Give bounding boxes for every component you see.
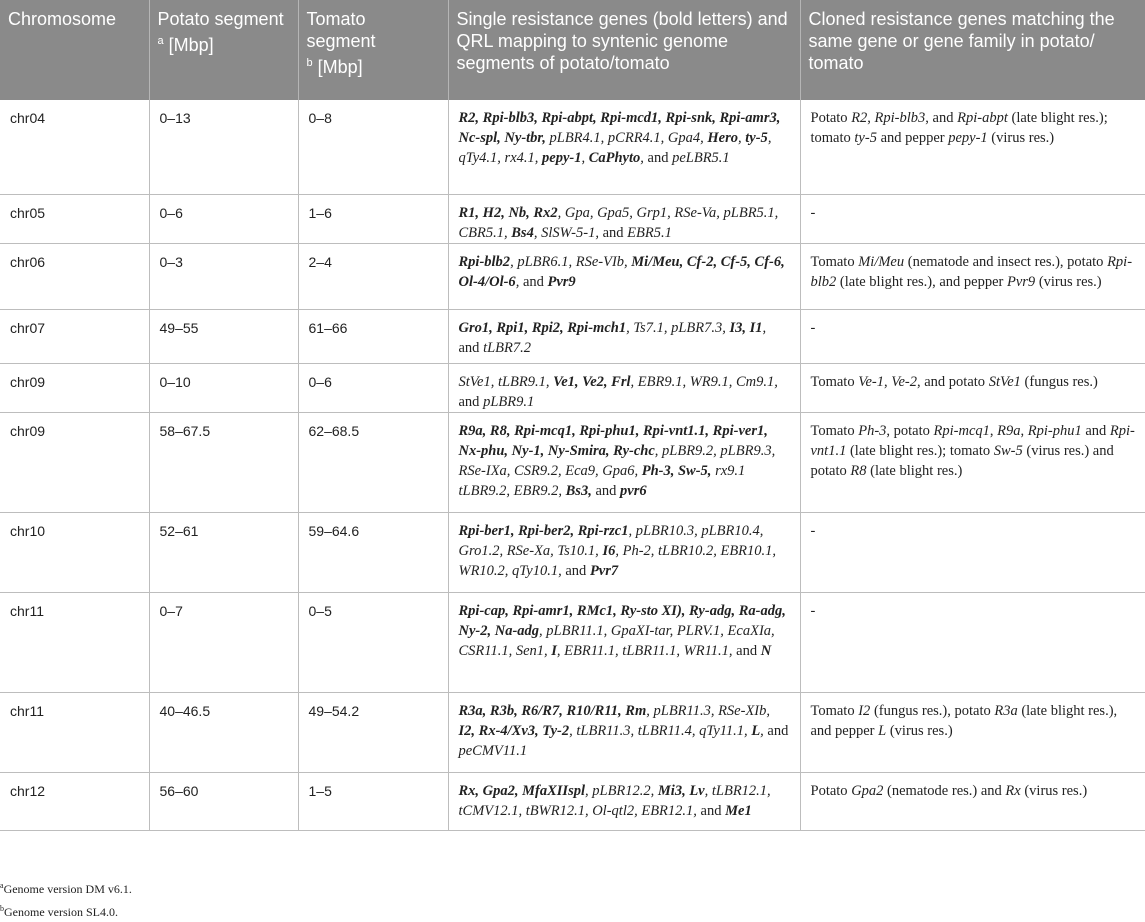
gene-text: , SlSW-5-1,	[533, 224, 603, 241]
cloned-text: Tomato	[810, 702, 859, 719]
gene-text: peCMV11.1	[458, 742, 528, 759]
table-row	[0, 363, 1145, 412]
cell-resistance-genes	[448, 243, 800, 309]
gene-text: , tLBR11.3, tLBR11.4, qTy11.1,	[569, 722, 752, 739]
gene-name-bold: I6	[602, 542, 616, 559]
gene-text: , Ts7.1, pLBR7.3,	[626, 319, 730, 336]
gene-text: and	[736, 642, 758, 659]
table-row	[0, 194, 1145, 243]
gene-name-bold: R3a, R3b, R6/R7, R10/R11, Rm	[458, 702, 647, 719]
gene-name-bold: Mi/Meu, Cf-2, Cf-5, Cf-6, Ol-4/Ol-6	[458, 253, 785, 290]
gene-name-bold: I3, I1	[729, 319, 763, 336]
cloned-text: (late blight res.)	[866, 462, 963, 479]
cell-cloned-genes	[800, 363, 1145, 412]
cloned-text: (late blight res.), and pepper	[836, 273, 1007, 290]
cloned-text: (late blight res.), and pepper	[810, 702, 1118, 739]
gene-name-bold: I	[551, 642, 557, 659]
cell-tomato-segment: 0–8	[298, 100, 448, 194]
cell-potato-segment: 0–6	[149, 194, 298, 243]
cloned-text: Tomato	[810, 373, 859, 390]
cloned-text: -	[810, 602, 816, 619]
header-tomato-segment: Tomato segment $^b$ [Mbp]	[298, 0, 448, 100]
gene-text: , Gpa, Gpa5, Grp1, RSe-Va, pLBR5.1, CBR5.1,	[458, 204, 779, 241]
cloned-text: Potato	[810, 782, 852, 799]
gene-text: and	[565, 562, 587, 579]
table-body	[0, 100, 1145, 830]
gene-name-bold: R9a, R8, Rpi-mcq1, Rpi-phu1, Rpi-vnt1.1, Rpi-ver1, Nx-phu, Ny-1, Ny-Smira, Ry-chc	[458, 422, 768, 459]
cell-cloned-genes	[800, 692, 1145, 772]
gene-text: ,	[760, 722, 768, 739]
cell-resistance-genes	[448, 692, 800, 772]
cell-chromosome: chr04	[0, 100, 149, 194]
cell-potato-segment: 49–55	[149, 309, 298, 363]
gene-text: , pLBR9.2, pLBR9.3, RSe-IXa, CSR9.2, Eca9, Gpa6,	[458, 442, 776, 479]
gene-text: , pLBR12.2,	[585, 782, 658, 799]
cloned-text: ,	[989, 422, 998, 439]
cell-tomato-segment: 0–6	[298, 363, 448, 412]
cell-resistance-genes	[448, 309, 800, 363]
cloned-text: Potato	[810, 110, 852, 126]
cell-potato-segment: 0–3	[149, 243, 298, 309]
cloned-text: Tomato	[810, 253, 859, 270]
gene-text: ,	[581, 150, 589, 166]
cell-potato-segment: 40–46.5	[149, 692, 298, 772]
cell-cloned-genes	[800, 100, 1145, 194]
cell-chromosome: chr11	[0, 692, 149, 772]
cell-tomato-segment: 0–5	[298, 592, 448, 692]
gene-name-italic: R8	[850, 462, 867, 479]
cell-chromosome: chr11	[0, 592, 149, 692]
gene-text: , tLBR12.1, tCMV12.1, tBWR12.1, Ol-qtl2, EBR12.1,	[458, 782, 771, 819]
cell-resistance-genes	[448, 592, 800, 692]
cell-chromosome: chr05	[0, 194, 149, 243]
gene-name-bold: N	[760, 642, 772, 659]
gene-name-bold: ty-5	[745, 130, 768, 146]
cell-chromosome: chr10	[0, 512, 149, 592]
gene-name-italic: Rpi-blb3	[874, 110, 926, 126]
gene-name-bold: Pvr7	[589, 562, 619, 579]
cloned-text: ,	[1020, 422, 1028, 439]
gene-text: and	[458, 393, 480, 410]
gene-text: , pLBR11.1, GpaXI-tar, PLRV.1, EcaXIa, CSR11.1, Sen1,	[458, 622, 775, 659]
cloned-text: ,	[867, 110, 875, 126]
gene-name-bold: R1, H2, Nb, Rx2	[458, 204, 558, 221]
cell-cloned-genes	[800, 592, 1145, 692]
gene-name-italic: Ph-3	[858, 422, 887, 439]
cell-tomato-segment: 61–66	[298, 309, 448, 363]
gene-name-bold: Rx, Gpa2, MfaXIIspl	[458, 782, 585, 799]
gene-name-italic: L	[878, 722, 887, 739]
cloned-text: (late blight res.); tomato	[810, 110, 1108, 146]
cell-resistance-genes	[448, 772, 800, 830]
cell-cloned-genes	[800, 512, 1145, 592]
cloned-text: (fungus res.), potato	[870, 702, 995, 719]
cloned-text: (virus res.)	[987, 130, 1055, 146]
gene-name-bold: L	[751, 722, 761, 739]
table-header-row	[0, 0, 1145, 100]
cloned-text: and	[1081, 422, 1110, 439]
table-row	[0, 412, 1145, 512]
gene-name-bold: R2, Rpi-blb3, Rpi-abpt, Rpi-mcd1, Rpi-snk, Rpi-amr3, Nc-spl, Ny-tbr,	[458, 110, 781, 146]
cell-chromosome: chr12	[0, 772, 149, 830]
cell-tomato-segment: 62–68.5	[298, 412, 448, 512]
cell-resistance-genes	[448, 363, 800, 412]
cell-tomato-segment: 2–4	[298, 243, 448, 309]
gene-name-italic: Rpi-mcq1	[933, 422, 990, 439]
table-footnotes	[0, 876, 132, 922]
gene-name-italic: Sw-5	[993, 442, 1023, 459]
gene-name-bold: CaPhyto	[588, 150, 641, 166]
cell-cloned-genes	[800, 772, 1145, 830]
gene-name-bold: Rpi-cap, Rpi-amr1, RMc1, Ry-sto XI), Ry-adg, Ra-adg, Ny-2, Na-adg	[458, 602, 786, 639]
cell-chromosome: chr09	[0, 363, 149, 412]
gene-text: ,	[762, 319, 767, 336]
gene-name-italic: ty-5	[854, 130, 877, 146]
gene-name-bold: Mi3, Lv	[657, 782, 705, 799]
gene-text: and	[595, 482, 617, 499]
header-resistance-genes: Single resistance genes (bold letters) and QRL mapping to syntenic genome segments of potato/tomato	[448, 0, 800, 100]
gene-text: and	[700, 802, 722, 819]
footnote-mark: b	[306, 57, 313, 69]
gene-text: ,	[640, 150, 648, 166]
cloned-text: , and potato	[917, 373, 989, 390]
gene-text: , pLBR10.3, pLBR10.4, Gro1.2, RSe-Xa, Ts10.1,	[458, 522, 764, 559]
gene-text: tLBR7.2	[479, 339, 531, 356]
gene-name-bold: Ve1, Ve2, Frl	[553, 373, 631, 390]
table-row	[0, 243, 1145, 309]
cloned-text: and pepper	[876, 130, 949, 146]
header-cloned-genes: Cloned resistance genes matching the same gene or gene family in potato/ tomato	[800, 0, 1145, 100]
gene-name-italic: Rpi-phu1	[1027, 422, 1082, 439]
gene-name-italic: Gpa2	[851, 782, 884, 799]
cloned-text: -	[810, 522, 816, 539]
cloned-text: ,	[883, 373, 892, 390]
gene-name-italic: Ve-2	[891, 373, 917, 390]
gene-text: , pLBR6.1, RSe-VIb,	[510, 253, 632, 270]
table-row	[0, 692, 1145, 772]
cloned-text: (nematode and insect res.), potato	[904, 253, 1108, 270]
gene-name-italic: Ve-1	[858, 373, 884, 390]
table-row	[0, 100, 1145, 194]
gene-name-bold: Gro1, Rpi1, Rpi2, Rpi-mch1	[458, 319, 627, 336]
cell-resistance-genes	[448, 100, 800, 194]
gene-text: ,	[515, 273, 523, 290]
cell-potato-segment: 0–10	[149, 363, 298, 412]
cloned-text: -	[810, 319, 816, 336]
gene-name-italic: Rpi-abpt	[957, 110, 1008, 126]
cell-potato-segment: 0–13	[149, 100, 298, 194]
gene-name-bold: Rpi-ber1, Rpi-ber2, Rpi-rzc1	[458, 522, 629, 539]
cell-chromosome: chr06	[0, 243, 149, 309]
cloned-text: -	[810, 204, 816, 221]
gene-text: and	[522, 273, 544, 290]
gene-text: , pLBR11.3, RSe-XIb,	[646, 702, 771, 719]
header-potato-segment: Potato segment $^a$ [Mbp]	[149, 0, 298, 100]
cell-resistance-genes	[448, 512, 800, 592]
cell-tomato-segment: 49–54.2	[298, 692, 448, 772]
footnote-mark: a	[157, 35, 164, 47]
gene-text: peLBR5.1	[668, 150, 730, 166]
footnote-b: $^b$Genome version SL4.0.	[0, 904, 118, 919]
cloned-text: , and	[925, 110, 958, 126]
cell-tomato-segment: 1–5	[298, 772, 448, 830]
gene-name-italic: Rpi-vnt1.1	[810, 422, 1135, 459]
gene-name-bold: Bs4	[511, 224, 534, 241]
gene-name-italic: R9a	[997, 422, 1021, 439]
gene-text: and	[647, 150, 669, 166]
gene-name-bold: Rpi-blb2	[458, 253, 511, 270]
gene-name-italic: I2	[858, 702, 871, 719]
gene-name-italic: Rx	[1005, 782, 1021, 799]
cell-potato-segment: 58–67.5	[149, 412, 298, 512]
gene-text: and	[767, 722, 789, 739]
table-row	[0, 309, 1145, 363]
cloned-text: Tomato	[810, 422, 859, 439]
table-row	[0, 772, 1145, 830]
gene-text: pLBR9.1	[479, 393, 535, 410]
cell-cloned-genes	[800, 309, 1145, 363]
gene-name-bold: Pvr9	[547, 273, 576, 290]
cell-cloned-genes	[800, 412, 1145, 512]
gene-name-bold: pvr6	[620, 482, 647, 499]
cloned-text: (virus res.)	[1020, 782, 1088, 799]
gene-name-bold: I2, Rx-4/Xv3, Ty-2	[458, 722, 570, 739]
gene-text: , EBR11.1, tLBR11.1, WR11.1,	[556, 642, 737, 659]
gene-name-bold: Bs3,	[565, 482, 592, 499]
footnote-a: $^a$Genome version DM v6.1.	[0, 881, 132, 896]
cloned-text: , potato	[886, 422, 934, 439]
cloned-text: (late blight res.); tomato	[846, 442, 994, 459]
gene-text: and	[458, 339, 480, 356]
gene-name-italic: R2	[851, 110, 868, 126]
cell-cloned-genes	[800, 243, 1145, 309]
cell-potato-segment: 56–60	[149, 772, 298, 830]
gene-text: , EBR9.1, WR9.1, Cm9.1,	[630, 373, 778, 390]
gene-name-italic: StVe1	[988, 373, 1021, 390]
cloned-text: (virus res.)	[886, 722, 953, 739]
gene-name-italic: Rpi-blb2	[810, 253, 1133, 290]
cell-potato-segment: 0–7	[149, 592, 298, 692]
cell-cloned-genes	[800, 194, 1145, 243]
gene-text: pLBR4.1, pCRR4.1, Gpa4,	[545, 130, 708, 146]
gene-text: , Ph-2, tLBR10.2, EBR10.1, WR10.2, qTy10.1,	[458, 542, 777, 579]
cell-potato-segment: 52–61	[149, 512, 298, 592]
gene-text: StVe1, tLBR9.1,	[458, 373, 554, 390]
table-row	[0, 592, 1145, 692]
cloned-text: (fungus res.)	[1020, 373, 1098, 390]
cloned-text: (nematode res.) and	[883, 782, 1006, 799]
cell-resistance-genes	[448, 412, 800, 512]
gene-name-italic: Mi/Meu	[858, 253, 905, 270]
gene-name-bold: Hero	[707, 130, 739, 146]
gene-name-bold: Me1	[725, 802, 752, 819]
cell-chromosome: chr07	[0, 309, 149, 363]
cloned-text: (virus res.) and potato	[810, 442, 1114, 479]
cell-resistance-genes	[448, 194, 800, 243]
gene-text: ,	[738, 130, 746, 146]
gene-name-bold: Ph-3, Sw-5,	[641, 462, 712, 479]
gene-name-italic: R3a	[994, 702, 1018, 719]
gene-name-italic: Pvr9	[1007, 273, 1036, 290]
header-chromosome: Chromosome	[8, 9, 117, 29]
cell-tomato-segment: 59–64.6	[298, 512, 448, 592]
cell-tomato-segment: 1–6	[298, 194, 448, 243]
gene-text: , qTy4.1, rx4.1,	[458, 130, 772, 166]
gene-text: and	[602, 224, 624, 241]
gene-text: rx9.1 tLBR9.2, EBR9.2,	[458, 462, 746, 499]
gene-name-bold: pepy-1	[542, 150, 582, 166]
gene-name-italic: pepy-1	[948, 130, 988, 146]
cloned-text: (virus res.)	[1035, 273, 1102, 290]
table-row	[0, 512, 1145, 592]
cell-chromosome: chr09	[0, 412, 149, 512]
gene-text: EBR5.1	[623, 224, 672, 241]
